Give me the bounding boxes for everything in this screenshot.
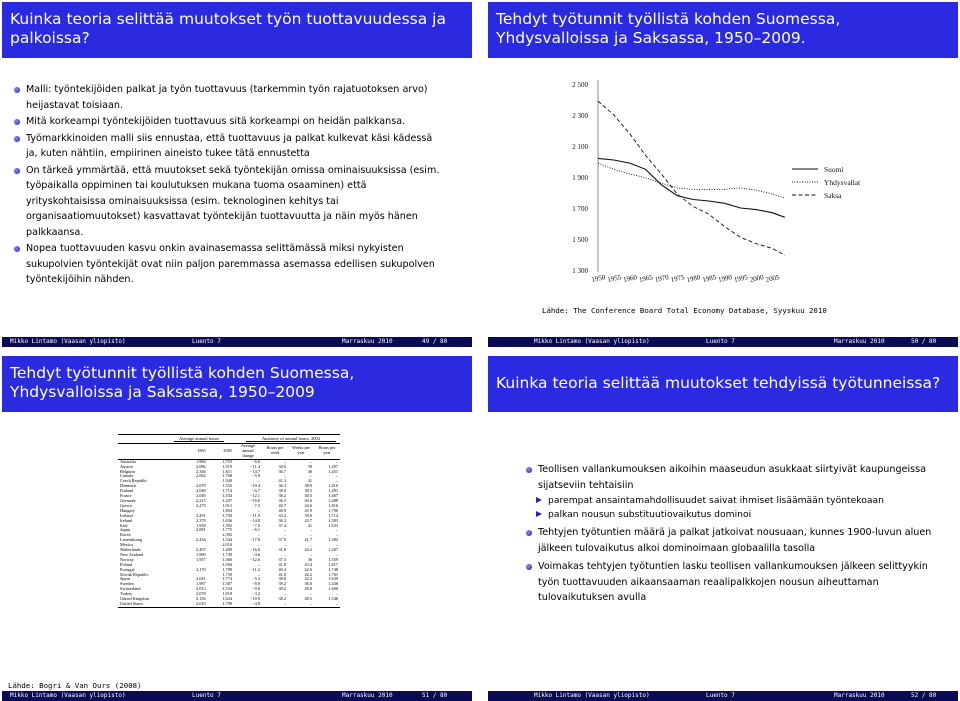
table-cell: 2,013 <box>196 586 206 592</box>
table-cell: – <box>309 532 312 538</box>
slide-footer <box>488 337 958 347</box>
table-cell: 1,583 <box>328 517 338 523</box>
table-cell: 2,215 <box>196 497 206 503</box>
table-cell: 38.6 <box>278 463 286 469</box>
table-cell: – <box>309 542 312 548</box>
table-cell: −4.8 <box>252 601 260 606</box>
slide-52 <box>488 356 958 701</box>
sub-bullet-item: parempat ansaintamahdollisuudet saivat ihmiset lisäämään työntekoaan <box>536 494 936 508</box>
table-cell: −16.0 <box>250 547 260 553</box>
y-tick-label: 2 300 <box>572 112 588 120</box>
table-cell: 36.2 <box>278 493 286 499</box>
footer-author: Mikko Lintamo (Vaasan yliopisto) <box>10 692 126 699</box>
country-cell: New Zealand <box>120 551 144 557</box>
country-cell: Denmark <box>120 483 136 489</box>
y-tick-label: 1 300 <box>572 267 588 275</box>
country-cell: Spain <box>120 576 130 582</box>
table-header-cell: 2005 <box>223 447 232 453</box>
x-tick-label: 2000 <box>749 273 765 284</box>
table-cell: 43.4 <box>304 561 312 567</box>
table-cell: 1,761 <box>328 571 338 577</box>
bullet-icon <box>14 119 20 125</box>
bullet-icon <box>526 467 532 473</box>
table-cell: 44.6 <box>304 502 312 508</box>
table-cell: 1,436 <box>328 581 338 587</box>
table-cell: −14.7 <box>250 468 260 474</box>
bullet-item: Malli: työntekijöiden palkat ja työn tuottavuus (tarkemmin työn rajatuotoksen arvo) heijastavat toisiaan. <box>14 82 446 113</box>
x-tick-label: 1980 <box>685 273 702 284</box>
table-cell: 42.2 <box>304 576 312 582</box>
page-number: 51 / 80 <box>422 692 448 699</box>
table-cell: 38.8 <box>278 576 286 582</box>
table-cell: 40.9 <box>278 507 286 513</box>
table-cell: 1,636 <box>222 517 232 523</box>
table-cell: – <box>283 591 286 597</box>
table-cell: 2,275 <box>196 502 206 508</box>
table-cell: – <box>309 591 312 597</box>
table-cell: 1,600 <box>328 586 338 592</box>
table-cell: −16.6 <box>250 497 260 503</box>
table-cell: 2,346 <box>196 468 206 474</box>
table-cell: 1,587 <box>222 581 232 587</box>
table-cell: 36.6 <box>304 581 312 587</box>
table-cell: 1,533 <box>328 522 338 528</box>
x-tick-label: 2005 <box>764 273 781 284</box>
bullet-item: Työmarkkinoiden malli siis ennustaa, että tuottavuus ja palkat kulkevat käsi kädessä ja, kuten nähtiin, empiirinen aineisto tukee tätä ennustetta <box>14 131 446 162</box>
bullet-item: Teollisen vallankumouksen aikoihin maaseudun asukkaat siirtyivät kaupungeissa sijatseviin tehtaisiin <box>526 462 936 493</box>
table-cell: 2,156 <box>196 596 206 602</box>
table-cell: 2,062 <box>196 473 206 479</box>
table-header-cell: Hours per week <box>266 445 284 456</box>
country-cell: Austria <box>120 463 133 469</box>
table-cell: 41 <box>307 478 312 484</box>
x-tick-label: 1985 <box>701 273 717 284</box>
table-cell: 1,709 <box>222 566 232 572</box>
country-cell: Hungary <box>120 507 136 513</box>
table-cell: −14.8 <box>250 517 260 523</box>
slide-51 <box>2 356 472 701</box>
table-cell: – <box>283 601 286 606</box>
table-cell: 37.9 <box>278 537 286 543</box>
y-tick-label: 2 500 <box>572 81 588 89</box>
table-cell: −10.6 <box>250 596 260 602</box>
table-cell: 2,392 <box>222 532 232 538</box>
footer-date: Marraskuu 2010 <box>342 338 393 345</box>
table-cell: 38.8 <box>278 488 286 494</box>
table-cell: 1,748 <box>328 566 338 572</box>
table-cell: 44.2 <box>304 547 312 553</box>
table-cell: 36 <box>307 556 312 562</box>
table-cell: 1,980 <box>196 551 206 557</box>
table-cell: – <box>309 601 312 606</box>
footer-date: Marraskuu 2010 <box>834 692 885 699</box>
table-cell: – <box>335 591 338 597</box>
table-cell: 1,987 <box>196 581 206 587</box>
table-cell: 1,534 <box>222 493 232 499</box>
table-cell: 41 <box>307 522 312 528</box>
slide-50 <box>488 2 958 347</box>
table-cell: 1,940 <box>222 478 232 484</box>
table-cell: 39.2 <box>278 586 286 592</box>
table-cell: 40.5 <box>304 596 312 602</box>
country-cell: Mexico <box>120 542 134 548</box>
bullet-item: Tehtyjen työtuntien määrä ja palkat jatkoivat nousuaan, kunnes 1900-luvun aluen jälkeen tulovaikutus alkoi dominoimaan globaalilla tasolla <box>526 525 936 556</box>
table-cell: 2,207 <box>196 547 206 553</box>
table-cell: 1,918 <box>222 591 232 597</box>
footer-date: Marraskuu 2010 <box>342 692 393 699</box>
page-number: 49 / 80 <box>422 338 448 345</box>
table-cell: 1,753 <box>222 458 232 464</box>
bullet-item: Nopea tuottavuuden kasvu onkin avainasemassa selittämässä miksi nykyisten sukupolvien työntekijät ovat niin paljon paremmassa asemassa edellisen sukupolven työntekijöihin nähden. <box>14 241 446 288</box>
table-cell: −5.9 <box>252 473 260 479</box>
triangle-bullet-icon <box>536 511 542 517</box>
country-cell: Poland <box>120 561 132 567</box>
table-cell: 40.8 <box>304 586 312 592</box>
table-cell: 1,984 <box>196 458 206 464</box>
table-cell: – <box>335 601 338 606</box>
bullet-item: Voimakas tehtyjen työtuntien lasku teollisen vallankumouksen jälkeen selittyykin työn tuottavuuden aikaansaaman reaalipalkkojen nousun aiheuttaman tulovaikutuksen avulla <box>526 559 936 606</box>
table-cell: – <box>335 478 338 484</box>
table-cell: – <box>257 532 260 538</box>
table-cell: 1,582 <box>328 537 338 543</box>
country-cell: Canada <box>120 473 133 479</box>
table-header-cell: Weeks per year <box>292 445 310 456</box>
bullet-icon <box>14 168 20 174</box>
table-cell: – <box>335 458 338 464</box>
slide-title: Tehdyt työtunnit työllistä kohden Suomessa, Yhdysvalloissa ja Saksassa, 1950–2009 <box>2 356 472 412</box>
table-cell: −9.6 <box>252 586 260 592</box>
table-cell: – <box>309 551 312 557</box>
table-group-heading: Average annual hours <box>174 436 224 442</box>
table-cell: 36.7 <box>278 468 286 474</box>
table-cell: 37.3 <box>278 556 286 562</box>
table-cell: −11.9 <box>250 512 260 518</box>
table-cell: 45.9 <box>304 507 312 513</box>
table-cell: 1,544 <box>222 537 232 543</box>
country-cell: Japan <box>120 527 130 533</box>
table-cell: −4.6 <box>252 551 260 557</box>
slide-title: Kuinka teoria selittää muutokset työn tuottavuudessa ja palkoissa? <box>2 2 472 58</box>
table-cell: 41.8 <box>278 561 286 567</box>
bullet-icon <box>526 564 532 570</box>
table-cell: 2,078 <box>196 591 206 597</box>
table-cell: −6.6 <box>252 458 260 464</box>
bullet-icon <box>14 87 20 93</box>
table-cell: – <box>257 571 260 577</box>
chart-source: Lähde: The Conference Board Total Economy Database, Syyskuu 2010 <box>542 306 827 315</box>
table-cell: 1,796 <box>328 507 338 513</box>
footer-author: Mikko Lintamo (Vaasan yliopisto) <box>10 338 126 345</box>
table-cell: 41.8 <box>278 571 286 577</box>
legend-label: Saksa <box>824 191 842 200</box>
table-cell: −12.6 <box>250 556 260 562</box>
table-cell: 38.2 <box>278 596 286 602</box>
country-cell: Ireland <box>120 517 133 523</box>
table-cell: 1,611 <box>222 468 232 474</box>
table-cell: −7.5 <box>252 522 260 528</box>
table-cell: 1,497 <box>328 463 338 469</box>
table-cell: – <box>309 473 312 479</box>
country-cell: United Kingdom <box>120 596 150 602</box>
table-cell: 1,360 <box>222 556 232 562</box>
table-cell: 2,070 <box>196 483 206 489</box>
country-cell: France <box>120 493 132 499</box>
hours-line-chart <box>488 74 958 304</box>
table-cell: 1,359 <box>328 556 338 562</box>
table-cell: 39.2 <box>278 581 286 587</box>
slide-footer <box>488 691 958 701</box>
table-cell: 38.5 <box>304 488 312 494</box>
table-cell: – <box>283 551 286 557</box>
country-cell: Belgium <box>120 468 135 474</box>
table-cell: – <box>283 542 286 548</box>
table-cell: 1,467 <box>328 493 338 499</box>
y-tick-label: 2 100 <box>572 143 588 151</box>
table-cell: −6.7 <box>252 488 260 494</box>
table-cell: – <box>283 532 286 538</box>
table-cell: 1,775 <box>222 527 232 533</box>
bullet-list <box>526 462 936 607</box>
table-cell: 1,994 <box>222 561 232 567</box>
table-cell: 41.7 <box>304 537 312 543</box>
country-cell: Turkey <box>120 591 133 597</box>
table-cell: – <box>309 458 312 464</box>
bullet-icon <box>14 136 20 142</box>
triangle-bullet-icon <box>536 497 542 503</box>
table-cell: – <box>335 473 338 479</box>
footer-course: Luento 7 <box>706 338 735 345</box>
country-cell: Germany <box>120 497 136 503</box>
x-tick-label: 1975 <box>669 273 686 284</box>
sub-bullet-item: palkan nousun substituutiovaikutus dominoi <box>536 508 936 522</box>
table-cell: – <box>257 478 260 484</box>
table-cell: 36.3 <box>278 517 286 523</box>
footer-author: Mikko Lintamo (Vaasan yliopisto) <box>534 692 650 699</box>
bullet-item: Mitä korkeampi työntekijöiden tuottavuus sitä korkeampi on heidän palkkansa. <box>14 114 446 130</box>
legend-label: Suomi <box>824 165 844 174</box>
table-cell: 39.6 <box>304 512 312 518</box>
footer-date: Marraskuu 2010 <box>834 338 885 345</box>
table-cell: 1,437 <box>222 497 232 503</box>
x-tick-label: 1995 <box>733 273 749 284</box>
x-tick-label: 1955 <box>606 273 622 284</box>
table-cell: – <box>309 527 312 533</box>
table-cell: 1,714 <box>222 488 232 494</box>
country-cell: Netherlands <box>120 547 141 553</box>
table-cell: 1,534 <box>222 586 232 592</box>
table-header-cell <box>118 444 181 459</box>
table-cell: 2,010 <box>196 601 206 606</box>
table-cell: 1,957 <box>196 556 206 562</box>
table-cell: 42.2 <box>304 571 312 577</box>
table-cell: 42.6 <box>304 566 312 572</box>
series-line-suomi <box>598 158 785 217</box>
table-cell: 2,170 <box>196 566 206 572</box>
bullet-list <box>14 82 446 289</box>
table-cell: −12.1 <box>250 493 260 499</box>
table-cell: 1,451 <box>328 468 338 474</box>
country-cell: Australia <box>120 458 136 464</box>
table-cell: 1,958 <box>196 522 206 528</box>
table-cell: −10.4 <box>250 483 260 489</box>
table-cell: 1,804 <box>222 507 232 513</box>
table-cell: 1,768 <box>222 473 232 479</box>
page-number: 50 / 80 <box>911 338 937 345</box>
slide-footer <box>2 691 472 701</box>
table-cell: −7.5 <box>252 502 260 508</box>
table-cell: 1,409 <box>222 547 232 553</box>
table-source: Lähde: Bogri & Van Ours (2008) <box>8 681 142 690</box>
table-cell: 2,041 <box>196 576 206 582</box>
table-cell: 1,817 <box>328 561 338 567</box>
x-tick-label: 1960 <box>622 273 638 284</box>
table-cell: 1,714 <box>328 512 338 518</box>
legend-label: Yhdysvallat <box>824 178 861 187</box>
table-cell: 1,749 <box>222 551 232 557</box>
footer-course: Luento 7 <box>192 692 221 699</box>
y-tick-label: 1 500 <box>572 236 588 244</box>
table-cell: 1,552 <box>222 483 232 489</box>
table-cell: – <box>257 507 260 513</box>
table-cell: 1,491 <box>328 488 338 494</box>
table-cell: −17.8 <box>250 537 260 543</box>
table-cell: −5.3 <box>252 576 260 582</box>
country-cell: Italy <box>120 522 128 528</box>
footer-author: Mikko Lintamo (Vaasan yliopisto) <box>534 338 650 345</box>
table-cell: 1,774 <box>222 576 232 582</box>
slide-footer <box>2 337 472 347</box>
table-cell: 2,291 <box>196 512 206 518</box>
table-cell: 41.3 <box>278 478 286 484</box>
table-cell: – <box>335 551 338 557</box>
table-cell: 1,546 <box>328 596 338 602</box>
slide-49 <box>2 2 472 347</box>
country-cell: Czech Republic <box>120 478 148 484</box>
country-cell: Finland <box>120 488 134 494</box>
table-cell: 43.2 <box>278 512 286 518</box>
table-cell: – <box>335 527 338 533</box>
table-cell: 40 <box>307 468 312 474</box>
table-cell: −8.0 <box>252 581 260 587</box>
table-cell: 38.9 <box>304 483 312 489</box>
table-cell: 1,410 <box>328 483 338 489</box>
table-cell: 2,010 <box>222 542 232 548</box>
table-cell: – <box>257 561 260 567</box>
series-line-saksa <box>598 101 785 255</box>
table-cell: 36.5 <box>278 497 286 503</box>
country-cell: Portugal <box>120 566 135 572</box>
table-cell: – <box>283 473 286 479</box>
table-cell: – <box>257 542 260 548</box>
table-cell: 2,378 <box>196 517 206 523</box>
table-cell: 1,639 <box>328 576 338 582</box>
table-cell: 1,794 <box>222 512 232 518</box>
country-cell: Greece <box>120 502 133 508</box>
page-number: 52 / 80 <box>911 692 937 699</box>
table-cell: −11.2 <box>250 566 260 572</box>
table-cell: 1,816 <box>328 502 338 508</box>
table-cell: 36.3 <box>278 483 286 489</box>
table-header-cell: Average annual change <box>240 443 256 458</box>
table-cell: 43.7 <box>304 517 312 523</box>
table-cell: 2,049 <box>196 493 206 499</box>
country-cell: Korea <box>120 532 131 538</box>
slide-title: Kuinka teoria selittää muutokset tehdyissä työtunneissa? <box>488 356 958 412</box>
bullet-icon <box>14 246 20 252</box>
table-cell: −11.4 <box>250 463 260 469</box>
table-cell: 1,519 <box>222 463 232 469</box>
table-group-heading: Anatomy of annual hours, 2002 <box>246 436 336 442</box>
table-header-cell: Hours per year <box>318 445 336 456</box>
table-cell: – <box>283 527 286 533</box>
y-tick-label: 1 900 <box>572 174 588 182</box>
series-line-yhdysvallat <box>598 163 785 198</box>
x-tick-label: 1965 <box>638 273 654 284</box>
table-cell: 40.6 <box>304 497 312 503</box>
table-cell: 2,081 <box>196 527 206 533</box>
country-cell: Sweden <box>120 581 134 587</box>
y-tick-label: 1 700 <box>572 205 588 213</box>
footer-course: Luento 7 <box>706 692 735 699</box>
table-cell: 31.8 <box>278 547 286 553</box>
table-cell: 2,048 <box>196 488 206 494</box>
hours-table <box>118 434 340 608</box>
table-cell: 39 <box>307 463 312 469</box>
x-tick-label: 1990 <box>717 273 733 284</box>
table-cell: 37.4 <box>278 522 286 528</box>
country-cell: Switzerland <box>120 586 141 592</box>
table-cell: 1,592 <box>222 522 232 528</box>
table-cell: 1,790 <box>222 601 232 606</box>
country-cell: Luxembourg <box>120 537 143 543</box>
footer-course: Luento 7 <box>192 338 221 345</box>
table-cell: −6.1 <box>252 527 260 533</box>
country-cell: United States <box>120 601 144 606</box>
table-cell: 2,086 <box>196 463 206 469</box>
x-tick-label: 1970 <box>654 273 670 284</box>
country-cell: Iceland <box>120 512 133 518</box>
table-cell: – <box>335 542 338 548</box>
x-tick-label: 1950 <box>590 273 607 284</box>
table-cell: 40.7 <box>278 502 286 508</box>
table-cell: 40.4 <box>278 566 286 572</box>
table-cell: 1,624 <box>222 596 232 602</box>
table-cell: 1,912 <box>222 502 232 508</box>
table-cell: 2,434 <box>196 537 206 543</box>
country-cell: Norway <box>120 556 134 562</box>
table-cell: 1,480 <box>328 497 338 503</box>
table-header-cell: 1965 <box>197 447 206 453</box>
table-cell: 1,407 <box>328 547 338 553</box>
table-cell: – <box>283 458 286 464</box>
table-row <box>118 602 340 607</box>
table-cell: 40.5 <box>304 493 312 499</box>
country-cell: Slovak Republic <box>120 571 149 577</box>
bullet-item: On tärkeä ymmärtää, että muutokset sekä työntekijän omissa ominaisuuksissa (esim. työpaikalla oppiminen tai koulutuksen mukana tuoma osaaminen) että yrityskohtaisissa ominaisuuksissa (esim. teknologinen kehitys tai organisaatiomuutokset) kasvattavat työntekijän tuottavuutta ja näin myös hänen palkkaansa. <box>14 163 446 241</box>
table-cell: – <box>335 532 338 538</box>
bullet-icon <box>526 530 532 536</box>
table-cell: 1,739 <box>222 571 232 577</box>
slide-title: Tehdyt työtunnit työllistä kohden Suomessa, Yhdysvalloissa ja Saksassa, 1950–2009. <box>488 2 958 58</box>
table-cell: −3.2 <box>252 591 260 597</box>
